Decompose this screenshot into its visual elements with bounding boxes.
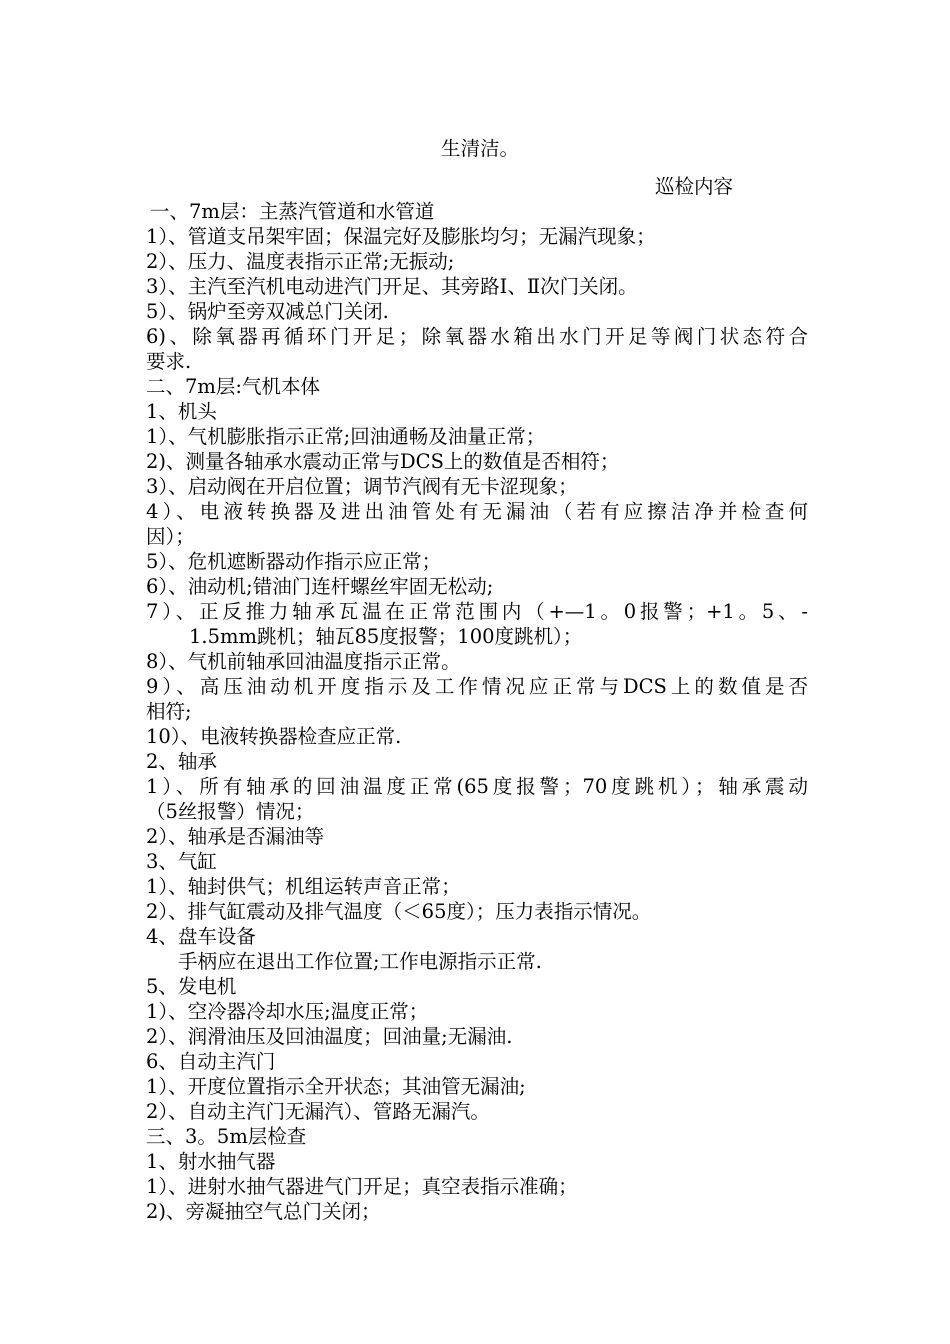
paragraph-line-indented: 1.5mm跳机；轴瓦85度报警；100度跳机）； (189, 625, 583, 648)
paragraph-line: 7）、正反推力轴承瓦温在正常范围内（+—1。0报警；+1。5、- (146, 600, 808, 623)
paragraph-line: 2）、润滑油压及回油温度；回油量;无漏油. (146, 1025, 513, 1048)
heading-3-5m-inspection: 三、3。5m层检查 (146, 1125, 307, 1148)
subheading-cylinder: 3、气缸 (146, 850, 217, 873)
paragraph-line: 9）、高压油动机开度指示及工作情况应正常与DCS上的数值是否 (146, 675, 808, 698)
subheading-auto-main-valve: 6、自动主汽门 (146, 1050, 276, 1073)
paragraph-line: 因）； (146, 525, 195, 548)
paragraph-line: 6）、油动机;错油门连杆螺丝牢固无松动; (146, 575, 494, 598)
paragraph-line: 6)、除氧器再循环门开足；除氧器水箱出水门开足等阀门状态符合 (146, 325, 808, 348)
section-title: 巡检内容 (655, 175, 734, 198)
paragraph-line: 3）、主汽至汽机电动进汽门开足、其旁路Ⅰ、Ⅱ次门关闭。 (146, 275, 638, 298)
paragraph-line: 2）、排气缸震动及排气温度（＜65度）；压力表指示情况。 (146, 900, 652, 923)
paragraph-line: 4）、电液转换器及进出油管处有无漏油（若有应擦洁净并检查何 (146, 500, 808, 523)
subheading-turning-gear: 4、盘车设备 (146, 925, 256, 948)
subheading-generator: 5、发电机 (146, 975, 237, 998)
paragraph-line: 2)、测量各轴承水震动正常与DCS上的数值是否相符； (146, 450, 620, 473)
heading-7m-turbine-body: 二、7m层:气机本体 (146, 375, 320, 398)
paragraph-line: 1）、所有轴承的回油温度正常(65度报警；70度跳机）；轴承震动 (146, 775, 808, 798)
paragraph-line: 8）、气机前轴承回油温度指示正常。 (146, 650, 461, 673)
paragraph-line: 相符; (146, 700, 192, 723)
paragraph-line: 2)、旁凝抽空气总门关闭； (146, 1200, 381, 1223)
paragraph-line: 1）、进射水抽气器进气门开足；真空表指示准确； (146, 1175, 578, 1198)
paragraph-line: 1）、气机膨胀指示正常;回油通畅及油量正常； (146, 425, 546, 448)
paragraph-line: 10）、电液转换器检查应正常. (146, 725, 402, 748)
subheading-bearings: 2、轴承 (146, 750, 217, 773)
paragraph-line: 5）、锅炉至旁双减总门关闭. (146, 300, 389, 323)
subheading-water-ejector: 1、射水抽气器 (146, 1150, 276, 1173)
paragraph-line: 要求. (146, 350, 192, 373)
paragraph-line: 1）、轴封供气；机组运转声音正常； (146, 875, 461, 898)
subheading-machine-head: 1、机头 (146, 400, 217, 423)
paragraph-line: 2）、压力、温度表指示正常;无振动; (146, 250, 455, 273)
paragraph-line-indented: 手柄应在退出工作位置;工作电源指示正常. (178, 950, 542, 973)
paragraph-line: 2）、轴承是否漏油等 (146, 825, 325, 848)
paragraph-line: 3）、启动阀在开启位置；调节汽阀有无卡涩现象； (146, 475, 578, 498)
paragraph-line: 1）、空冷器冷却水压;温度正常； (146, 1000, 429, 1023)
heading-7m-main-steam: 一、7m层：主蒸汽管道和水管道 (150, 200, 435, 223)
paragraph-line: 2）、自动主汽门无漏汽）、管路无漏汽。 (146, 1100, 490, 1123)
paragraph-line: 1）、开度位置指示全开状态；其油管无漏油; (146, 1075, 526, 1098)
paragraph-line: 1）、管道支吊架牢固；保温完好及膨胀均匀；无漏汽现象； (146, 225, 656, 248)
paragraph-line: （5丝报警）情况； (146, 800, 315, 823)
paragraph-line: 5）、危机遮断器动作指示应正常； (146, 550, 442, 573)
continuation-text: 生清洁。 (441, 137, 520, 160)
